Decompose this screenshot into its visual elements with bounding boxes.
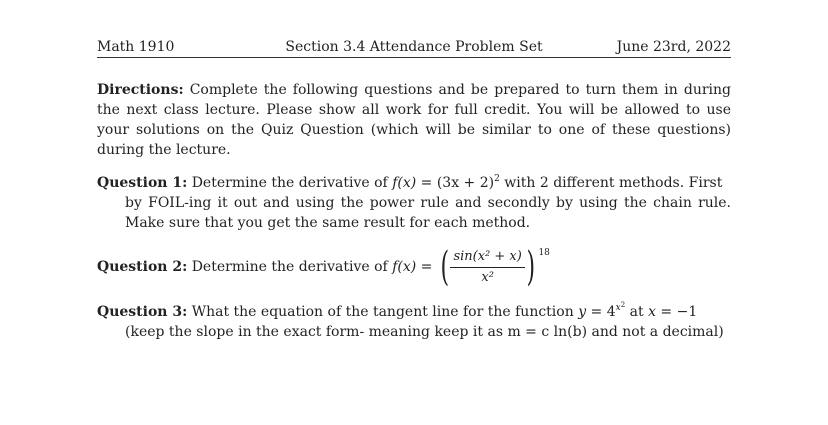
question-1-expression: = (3x + 2) [416, 175, 495, 191]
left-paren: ( [440, 244, 449, 290]
directions-text: Complete the following questions and be prepared to turn them in during the next class lecture. Please show all work for full credit. You will be allowed to use your solutions on the Quiz Question (which will be similar to one of these questions) during the lecture. [97, 82, 731, 158]
question-3-base: = 4 [586, 304, 616, 320]
directions-label: Directions: [97, 82, 184, 98]
directions-paragraph [97, 80, 731, 160]
question-3-continuation: (keep the slope in the exact form- meaning keep it as m = c ln(b) and not a decimal) [125, 324, 724, 340]
question-2-fx: f(x) [392, 259, 417, 275]
question-1-label: Question 1: [97, 175, 188, 191]
question-1-continuation: by FOIL-ing it out and using the power rule and secondly by using the chain rule. Make sure that you get the same result for each method. [125, 195, 731, 231]
date: June 23rd, 2022 [616, 39, 731, 55]
question-2-equals: = [416, 259, 437, 275]
question-2-label: Question 2: [97, 259, 188, 275]
question-2-fraction [450, 249, 524, 286]
question-3 [97, 302, 731, 342]
question-2-line [97, 245, 550, 289]
assignment-title: Section 3.4 Attendance Problem Set [285, 39, 543, 55]
right-paren: ) [526, 244, 535, 290]
question-1-text-end: with 2 different methods. First [499, 175, 723, 191]
page-header [97, 37, 731, 59]
question-3-exp-base [616, 303, 626, 313]
fraction-numerator: sin(x² + x) [450, 249, 524, 268]
question-3-x: x [648, 304, 656, 320]
question-1 [97, 173, 731, 233]
question-1-line [97, 173, 731, 193]
question-1-text: Determine the derivative of [187, 175, 393, 191]
question-1-fx: f(x) [392, 175, 417, 191]
question-1-exponent: 2 [494, 174, 500, 184]
question-3-y: y [578, 304, 587, 320]
question-2-power: 18 [538, 248, 550, 258]
question-3-text: What the equation of the tangent line for the function [187, 304, 579, 320]
question-3-label: Question 3: [97, 304, 188, 320]
question-3-line [97, 302, 731, 322]
course-name: Math 1910 [97, 39, 175, 55]
fraction-denominator: x² [481, 269, 494, 285]
question-2-text: Determine the derivative of [187, 259, 393, 275]
question-3-at: at [625, 304, 649, 320]
question-3-value: = −1 [655, 304, 698, 320]
exp-exp: 2 [620, 301, 626, 309]
header-rule [97, 57, 731, 58]
question-2 [97, 245, 731, 289]
exp-base: x [615, 303, 621, 313]
